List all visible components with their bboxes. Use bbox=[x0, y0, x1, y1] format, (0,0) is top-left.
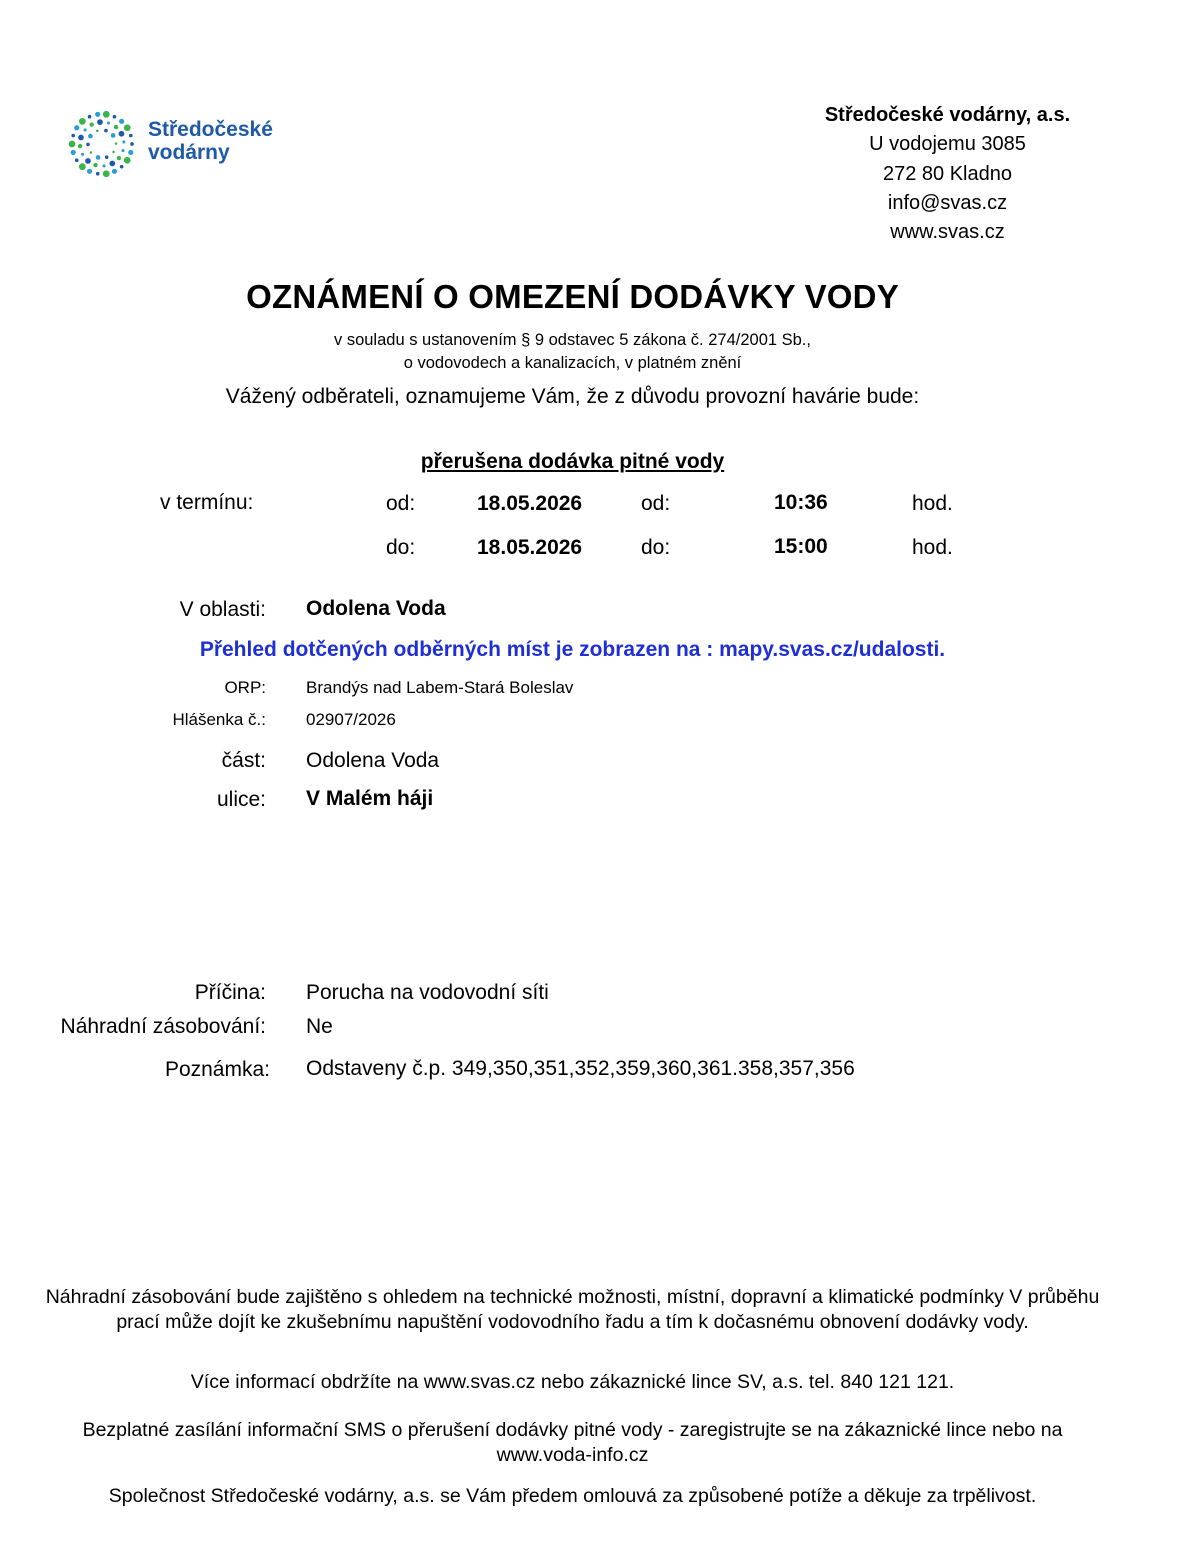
logo-dot bbox=[117, 156, 121, 160]
footer-paragraph-1: Náhradní zásobování bude zajištěno s ohledem na technické možnosti, místní, dopravní a klimatické podmínky V průběhu prací může dojít ke zkušebnímu napuštění vodovodního řadu a tím k dočasnému obnovení dodávky vody. bbox=[45, 1286, 1100, 1333]
logo-dot bbox=[85, 158, 91, 164]
term-from-date: 18.05.2026 bbox=[477, 492, 583, 515]
term-from-time: 10:36 bbox=[774, 491, 828, 514]
logo-dots-icon bbox=[66, 108, 138, 180]
company-web[interactable]: www.svas.cz bbox=[890, 221, 1005, 243]
street-value: V Malém háji bbox=[306, 787, 434, 810]
logo-dot bbox=[113, 115, 117, 119]
logo-dot bbox=[114, 125, 118, 129]
logo-dot bbox=[115, 142, 118, 145]
report-label: Hlášenka č.: bbox=[172, 710, 266, 729]
logo-dot bbox=[84, 128, 87, 131]
logo-dot bbox=[112, 151, 115, 154]
logo-dot bbox=[69, 141, 76, 148]
logo-dot bbox=[102, 164, 105, 167]
logo-dot bbox=[120, 165, 124, 169]
company-email[interactable]: info@svas.cz bbox=[887, 192, 1008, 214]
footer-paragraph-2: Více informací obdržíte na www.svas.cz nebo zákaznické lince SV, a.s. tel. 840 121 121. bbox=[190, 1371, 955, 1393]
orp-value: Brandýs nad Labem-Stará Boleslav bbox=[306, 678, 574, 697]
term-to-unit: hod. bbox=[912, 536, 953, 559]
report-value: 02907/2026 bbox=[306, 710, 396, 729]
term-label: v termínu: bbox=[160, 491, 254, 514]
logo-dot bbox=[105, 155, 109, 159]
orp-label: ORP: bbox=[224, 678, 266, 697]
logo-dot bbox=[71, 134, 75, 138]
logo-dot bbox=[93, 163, 97, 167]
logo-dot bbox=[119, 119, 124, 124]
part-label: část: bbox=[221, 749, 266, 772]
logo-dot bbox=[79, 163, 86, 170]
substitute-label: Náhradní zásobování: bbox=[60, 1015, 266, 1038]
logo-dot bbox=[90, 151, 93, 154]
logo-dot bbox=[107, 121, 110, 124]
logo-dot bbox=[124, 124, 131, 131]
logo-dot bbox=[78, 135, 84, 141]
legal-line-2: o vodovodech a kanalizacích, v platném znění bbox=[403, 354, 742, 372]
logo-text-line2: vodárny bbox=[148, 141, 230, 164]
company-name: Středočeské vodárny, a.s. bbox=[824, 104, 1071, 126]
term-to-time-label: do: bbox=[641, 536, 671, 559]
logo-dot bbox=[90, 122, 94, 126]
note-value: Odstaveny č.p. 349,350,351,352,359,360,361.358,357,356 bbox=[306, 1057, 855, 1080]
footer-paragraph-4: Společnost Středočeské vodárny, a.s. se Vám předem omlouvá za způsobené potíže a děkuje za trpělivost. bbox=[108, 1485, 1037, 1507]
substitute-value: Ne bbox=[306, 1015, 333, 1038]
greeting-text: Vážený odběrateli, oznamujeme Vám, že z důvodu provozní havárie bude: bbox=[225, 385, 920, 408]
logo-dot bbox=[103, 170, 110, 177]
cause-label: Příčina: bbox=[194, 981, 266, 1004]
logo-dot bbox=[128, 150, 133, 155]
logo-dot bbox=[81, 153, 84, 156]
logo-dot bbox=[95, 112, 100, 117]
logo-dot bbox=[103, 111, 110, 118]
logo-dot bbox=[96, 130, 99, 133]
logo-dot bbox=[130, 142, 134, 146]
company-street: U vodojemu 3085 bbox=[869, 133, 1026, 155]
area-value: Odolena Voda bbox=[306, 597, 446, 620]
company-logo bbox=[66, 108, 286, 180]
logo-dot bbox=[121, 149, 124, 152]
logo-dot bbox=[88, 115, 92, 119]
logo-dot bbox=[112, 169, 117, 174]
cause-value: Porucha na vodovodní síti bbox=[306, 981, 549, 1004]
logo-dot bbox=[96, 172, 100, 176]
overview-link[interactable]: Přehled dotčených odběrných míst je zobrazen na : mapy.svas.cz/udalosti. bbox=[199, 638, 946, 661]
term-to-label: do: bbox=[386, 536, 416, 559]
part-value: Odolena Voda bbox=[306, 749, 440, 772]
logo-dot bbox=[111, 133, 116, 138]
logo-text-line1: Středočeské bbox=[148, 118, 273, 141]
logo-dot bbox=[97, 119, 103, 125]
logo-dot bbox=[71, 150, 76, 155]
note-label: Poznámka: bbox=[164, 1058, 270, 1081]
logo-dot bbox=[74, 125, 79, 130]
logo-dot bbox=[75, 158, 79, 162]
page-title: OZNÁMENÍ O OMEZENÍ DODÁVKY VODY bbox=[246, 278, 899, 315]
legal-line-1: v souladu s ustanovením § 9 odstavec 5 zákona č. 274/2001 Sb., bbox=[334, 331, 811, 349]
logo-dot bbox=[78, 144, 82, 148]
logo-dot bbox=[96, 155, 101, 160]
logo-dot bbox=[122, 140, 125, 143]
logo-dot bbox=[104, 129, 108, 133]
logo-dot bbox=[79, 118, 86, 125]
term-from-time-label: od: bbox=[641, 492, 671, 515]
term-to-date: 18.05.2026 bbox=[477, 536, 583, 559]
logo-dot bbox=[86, 143, 90, 147]
term-from-unit: hod. bbox=[912, 492, 953, 515]
logo-dot bbox=[88, 134, 93, 139]
logo-dot bbox=[87, 169, 92, 174]
footer-paragraph-3: Bezplatné zasílání informační SMS o přerušení dodávky pitné vody - zaregistrujte se na zákaznické lince nebo na www.voda-info.cz bbox=[82, 1419, 1063, 1466]
company-city: 272 80 Kladno bbox=[882, 163, 1012, 185]
logo-dot bbox=[109, 161, 115, 167]
logo-dot bbox=[129, 134, 133, 138]
logo-dot bbox=[119, 131, 125, 137]
term-from-label: od: bbox=[386, 492, 416, 515]
term-to-time: 15:00 bbox=[774, 535, 828, 558]
area-label: V oblasti: bbox=[179, 598, 266, 621]
logo-dot bbox=[124, 157, 131, 164]
interruption-heading: přerušena dodávka pitné vody bbox=[420, 450, 725, 473]
street-label: ulice: bbox=[216, 788, 266, 811]
